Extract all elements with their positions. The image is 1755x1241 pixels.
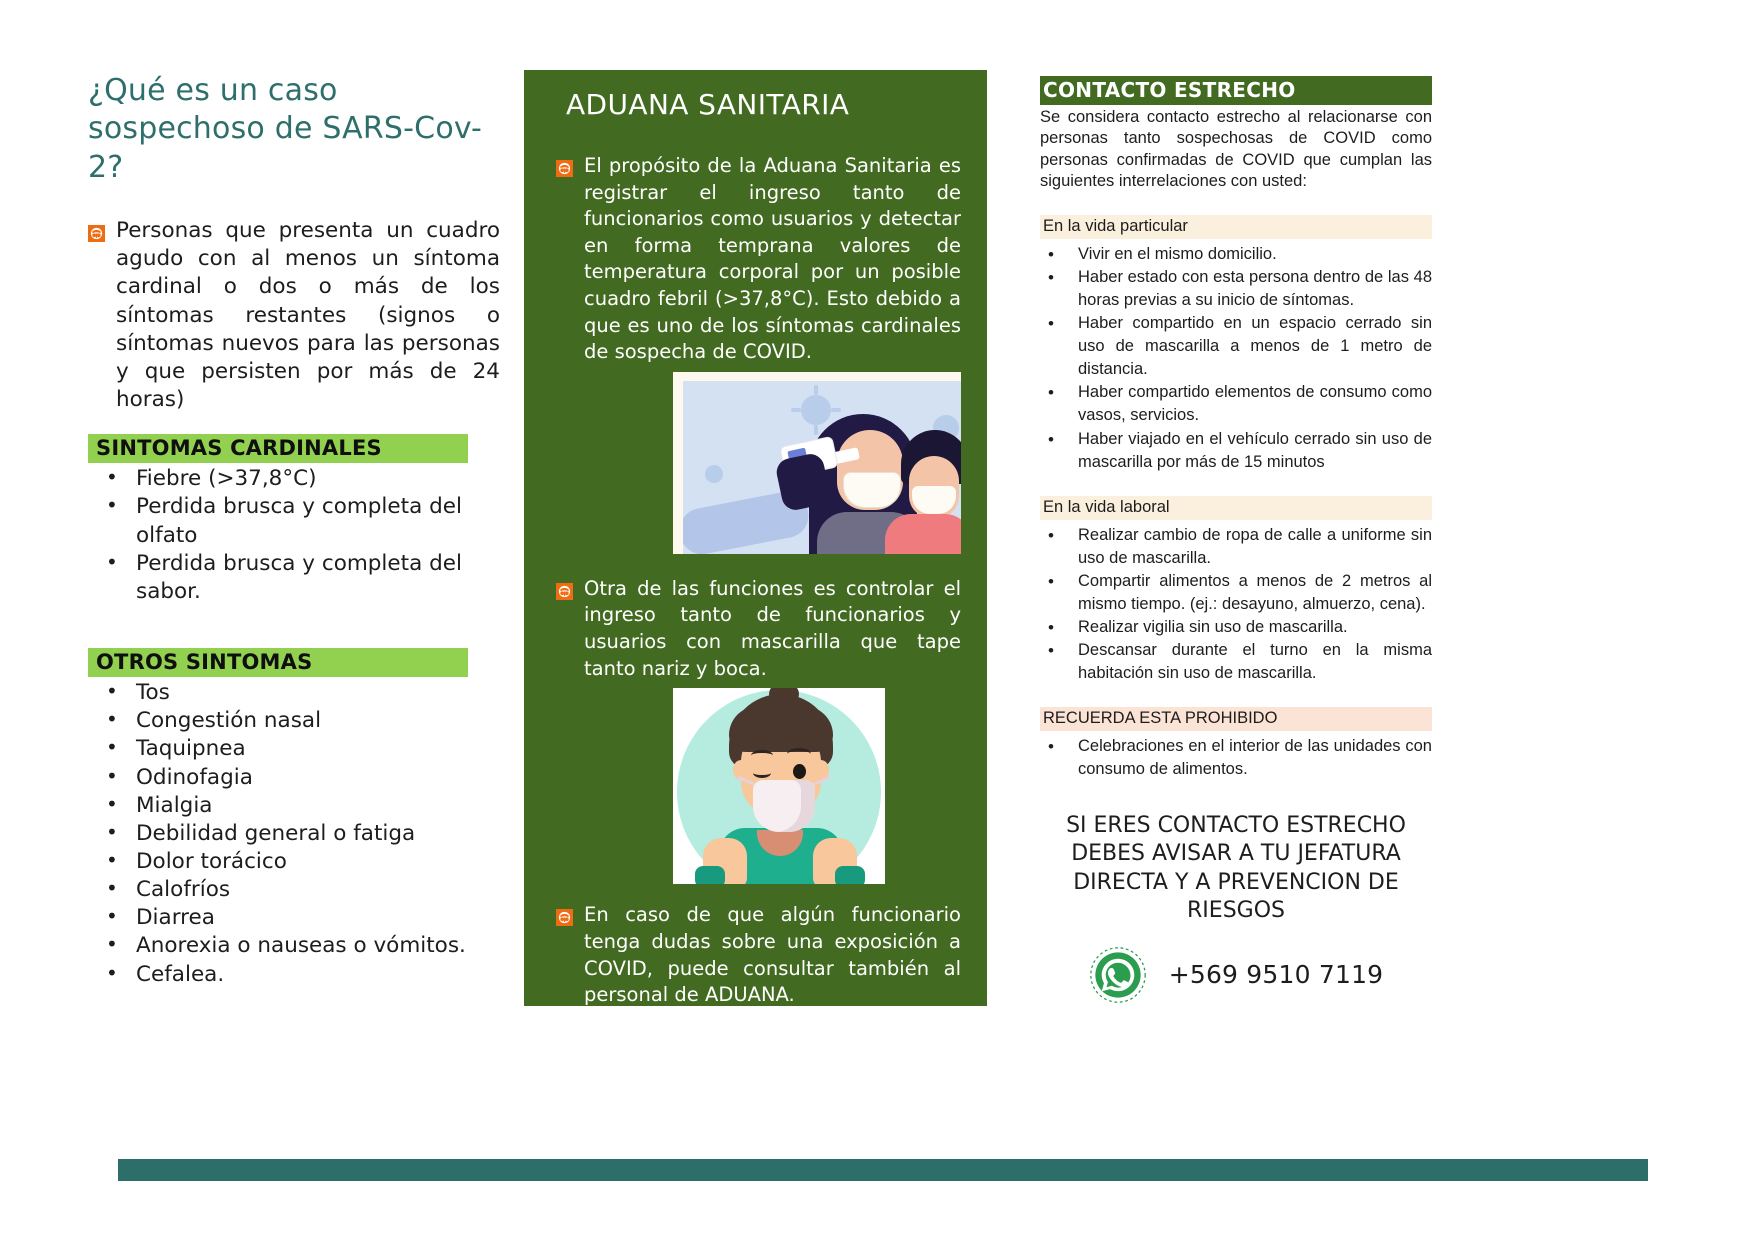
list-item: • Congestión nasal (88, 707, 500, 735)
contacto-estrecho-intro: Se considera contacto estrecho al relacionarse con personas tanto sospechosas de COVID como personas confirmadas de COVID que cumplan las siguientes interrelaciones con usted: (1040, 108, 1432, 191)
list-item: • Celebraciones en el interior de las unidades con consumo de alimentos. (1040, 735, 1432, 781)
other-symptoms-heading: OTROS SINTOMAS (88, 648, 468, 677)
vida-laboral-list (1040, 524, 1432, 686)
list-item: • Haber compartido en un espacio cerrado sin uso de mascarilla a menos de 1 metro de distancia. (1040, 312, 1432, 381)
contacto-estrecho-heading: CONTACTO ESTRECHO (1040, 76, 1432, 105)
orange-virus-bullet-icon (556, 909, 573, 926)
right-column (1040, 76, 1432, 1004)
temperature-check-illustration (673, 372, 961, 554)
list-item: • Debilidad general o fatiga (88, 820, 500, 848)
footer-accent-bar (118, 1159, 1648, 1181)
boy-mask-figure (556, 688, 961, 884)
vida-particular-heading: En la vida particular (1040, 215, 1432, 239)
aduana-paragraph-3-row (556, 902, 961, 1008)
aduana-paragraph-1: El propósito de la Aduana Sanitaria es registrar el ingreso tanto de funcionarios como usuarios y detectar en forma temprana valores de temperatura corporal por un posible cuadro febril (>37,8°C). Esto debido a que es uno de los síntomas cardinales de sospecha de COVID. (584, 154, 961, 364)
section-spacer (88, 606, 500, 630)
intro-paragraph-row (88, 217, 500, 414)
left-column (88, 72, 500, 989)
list-item: • Compartir alimentos a menos de 2 metros al mismo tiempo. (ej.: desayuno, almuerzo, cena). (1040, 570, 1432, 616)
page-title: ¿Qué es un caso sospechoso de SARS-Cov-2? (88, 73, 483, 185)
list-item: • Haber estado con esta persona dentro de las 48 horas previas a su inicio de síntomas. (1040, 266, 1432, 312)
list-item: • Descansar durante el turno en la misma habitación sin uso de mascarilla. (1040, 639, 1432, 685)
aduana-paragraph-1-row (556, 153, 961, 366)
list-item: • Calofríos (88, 876, 500, 904)
list-item: • Odinofagia (88, 764, 500, 792)
contacto-estrecho-callout: SI ERES CONTACTO ESTRECHO DEBES AVISAR A TU JEFATURA DIRECTA Y A PREVENCION DE RIESGOS (1066, 812, 1406, 924)
list-item: • Realizar vigilia sin uso de mascarilla. (1040, 616, 1432, 639)
vida-particular-list (1040, 243, 1432, 474)
other-symptoms-list (88, 679, 500, 989)
list-item: • Perdida brusca y completa del sabor. (88, 550, 500, 606)
whatsapp-contact-row (1040, 946, 1432, 1004)
prohibido-heading: RECUERDA ESTA PROHIBIDO (1040, 707, 1432, 731)
aduana-paragraph-3: En caso de que algún funcionario tenga dudas sobre una exposición a COVID, puede consultar también al personal de ADUANA. (584, 903, 961, 1007)
boy-with-mask-thumbs-up-illustration (673, 688, 885, 884)
orange-virus-bullet-icon (88, 225, 105, 242)
cardinal-symptoms-heading: SINTOMAS CARDINALES (88, 434, 468, 463)
list-item: • Haber compartido elementos de consumo como vasos, servicios. (1040, 381, 1432, 427)
whatsapp-icon[interactable] (1089, 946, 1147, 1004)
list-item: • Fiebre (>37,8°C) (88, 465, 500, 493)
aduana-paragraph-2-row (556, 576, 961, 682)
aduana-panel-title: ADUANA SANITARIA (566, 88, 850, 121)
orange-virus-bullet-icon (556, 160, 573, 177)
list-item: • Tos (88, 679, 500, 707)
intro-paragraph: Personas que presenta un cuadro agudo con al menos un síntoma cardinal o dos o más de los síntomas restantes (signos o síntomas nuevos para las personas y que persisten por más de 24 horas) (116, 218, 500, 413)
temperature-check-figure (556, 372, 961, 554)
vida-laboral-heading: En la vida laboral (1040, 496, 1432, 520)
list-item: • Cefalea. (88, 961, 500, 989)
aduana-sanitaria-panel (524, 70, 987, 1006)
list-item: • Diarrea (88, 904, 500, 932)
cardinal-symptoms-list (88, 465, 500, 606)
list-item: • Taquipnea (88, 735, 500, 763)
list-item: • Anorexia o nauseas o vómitos. (88, 932, 500, 960)
prohibido-list (1040, 735, 1432, 781)
whatsapp-phone-number: +569 9510 7119 (1168, 960, 1384, 990)
orange-virus-bullet-icon (556, 583, 573, 600)
list-item: • Vivir en el mismo domicilio. (1040, 243, 1432, 266)
list-item: • Haber viajado en el vehículo cerrado sin uso de mascarilla por más de 15 minutos (1040, 428, 1432, 474)
list-item: • Perdida brusca y completa del olfato (88, 493, 500, 549)
list-item: • Mialgia (88, 792, 500, 820)
list-item: • Dolor torácico (88, 848, 500, 876)
aduana-paragraph-2: Otra de las funciones es controlar el ingreso tanto de funcionarios y usuarios con mascarilla que tape tanto nariz y boca. (584, 576, 961, 680)
list-item: • Realizar cambio de ropa de calle a uniforme sin uso de mascarilla. (1040, 524, 1432, 570)
